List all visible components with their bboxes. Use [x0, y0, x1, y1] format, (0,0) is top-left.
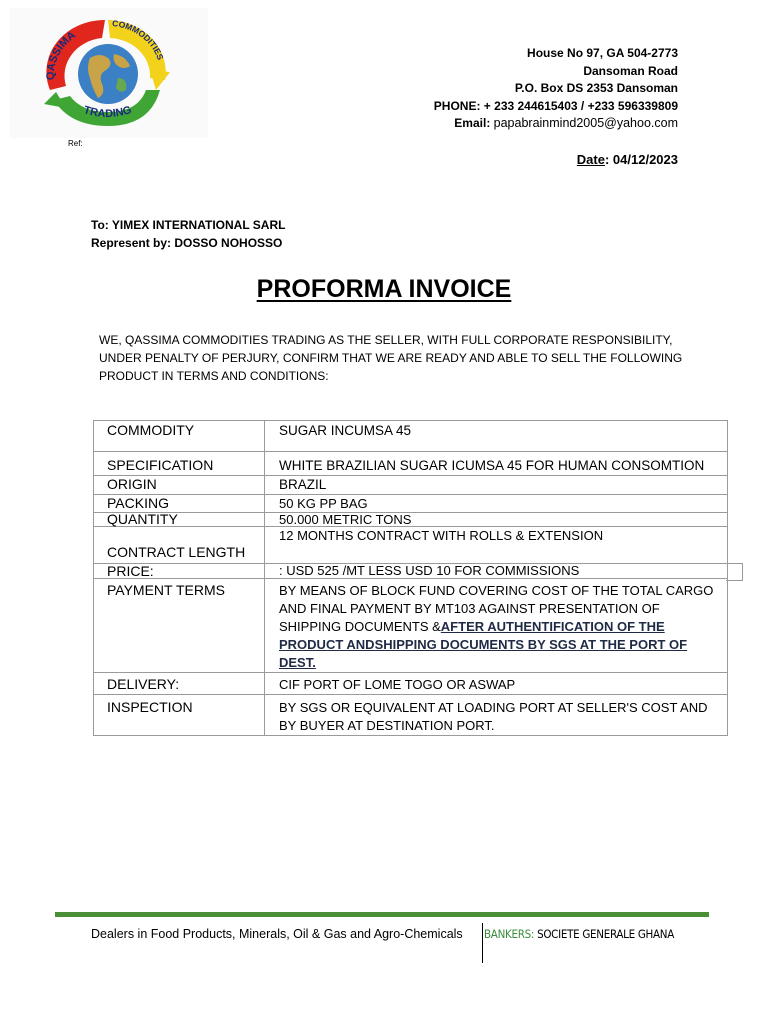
company-logo [10, 8, 208, 138]
phone-line: PHONE: + 233 244615403 / +233 596339809 [433, 98, 678, 113]
footer-divider-bar [55, 912, 709, 917]
table-row [94, 673, 728, 695]
address-line-3: P.O. Box DS 2353 Dansoman [514, 81, 678, 96]
bankers-label: BANKERS: [484, 927, 538, 941]
row-label-price: PRICE: [94, 564, 265, 579]
page-title-text: PROFORMA INVOICE [256, 275, 512, 303]
globe-icon [78, 44, 138, 104]
date-line [577, 152, 678, 167]
row-value-quantity: 50.000 METRIC TONS [265, 513, 728, 527]
email-label: Email: [454, 116, 494, 131]
row-value-packing: 50 KG PP BAG [265, 495, 728, 513]
row-value-commodity: SUGAR INCUMSA 45 [265, 421, 728, 452]
table-row [94, 527, 728, 564]
date-value: : 04/12/2023 [604, 152, 678, 167]
row-value-price: : USD 525 /MT LESS USD 10 FOR COMMISSIONS [265, 564, 728, 579]
to-line: To: YIMEX INTERNATIONAL SARL [91, 218, 286, 232]
table-row [94, 452, 728, 476]
svg-text:TRADING [82, 104, 133, 120]
terms-table [93, 420, 728, 736]
address-line-1: House No 97, GA 504-2773 [527, 46, 678, 60]
company-address [434, 45, 678, 133]
row-value-specification: WHITE BRAZILIAN SUGAR ICUMSA 45 FOR HUMAN CONSOMTION [265, 452, 728, 476]
row-label-packing: PACKING [94, 495, 265, 513]
footer-bankers [484, 927, 674, 941]
row-value-inspection: BY SGS OR EQUIVALENT AT LOADING PORT AT SELLER'S COST AND BY BUYER AT DESTINATION PORT. [265, 695, 728, 736]
row-label-delivery: DELIVERY: [94, 673, 265, 695]
price-cell-overflow [726, 563, 743, 581]
row-label-origin: ORIGIN [94, 476, 265, 495]
email-value[interactable]: papabrainmind2005@yahoo.com [493, 116, 678, 131]
payment-terms-emphasis: AFTER AUTHENTIFICATION OF THE PRODUCT ANDSHIPPING DOCUMENTS BY SGS AT THE PORT OF DEST. [279, 619, 688, 670]
table-row [94, 579, 728, 673]
ref-label: Ref: [68, 139, 83, 148]
logo-text-trading: TRADING [82, 103, 134, 121]
table-row [94, 421, 728, 452]
row-label-contract-length: CONTRACT LENGTH [94, 527, 265, 564]
row-value-origin: BRAZIL [265, 476, 728, 495]
row-label-quantity: QUANTITY [94, 513, 265, 527]
row-label-commodity: COMMODITY [94, 421, 265, 452]
address-line-2: Dansoman Road [583, 63, 678, 78]
date-label: Date [576, 152, 605, 167]
table-row [94, 564, 728, 579]
row-value-delivery: CIF PORT OF LOME TOGO OR ASWAP [265, 673, 728, 695]
footer-vertical-divider [482, 923, 483, 963]
table-row [94, 476, 728, 495]
row-label-payment-terms: PAYMENT TERMS [94, 579, 265, 673]
logo-text-commodities: COMMODITIES [111, 18, 166, 62]
row-value-payment-terms [265, 579, 728, 673]
row-value-contract-length: 12 MONTHS CONTRACT WITH ROLLS & EXTENSION [265, 527, 728, 564]
email-line [434, 115, 678, 133]
represent-line: Represent by: DOSSO NOHOSSO [91, 236, 283, 250]
intro-paragraph: WE, QASSIMA COMMODITIES TRADING AS THE SELLER, WITH FULL CORPORATE RESPONSIBILITY, UNDER PENALTY OF PERJURY, CONFIRM THAT WE ARE READY AND ABLE TO SELL THE FOLLOWING PRODUCT IN TERMS AND CONDITIONS: [99, 333, 683, 383]
logo-text-qassima: QASSIMA [44, 29, 78, 81]
bankers-value: SOCIETE GENERALE GHANA [537, 927, 675, 941]
logo-graphic [10, 8, 208, 138]
table-row [94, 495, 728, 513]
row-label-specification: SPECIFICATION [94, 452, 265, 476]
recipient-block [91, 216, 285, 252]
payment-terms-text: BY MEANS OF BLOCK FUND COVERING COST OF THE TOTAL CARGO AND FINAL PAYMENT BY MT103 AGAINST PRESENTATION OF SHIPPING DOCUMENTS & [279, 583, 714, 634]
table-row [94, 513, 728, 527]
page-title [0, 275, 768, 304]
table-row [94, 695, 728, 736]
footer-tagline: Dealers in Food Products, Minerals, Oil & Gas and Agro-Chemicals [91, 927, 463, 941]
row-label-inspection: INSPECTION [94, 695, 265, 736]
